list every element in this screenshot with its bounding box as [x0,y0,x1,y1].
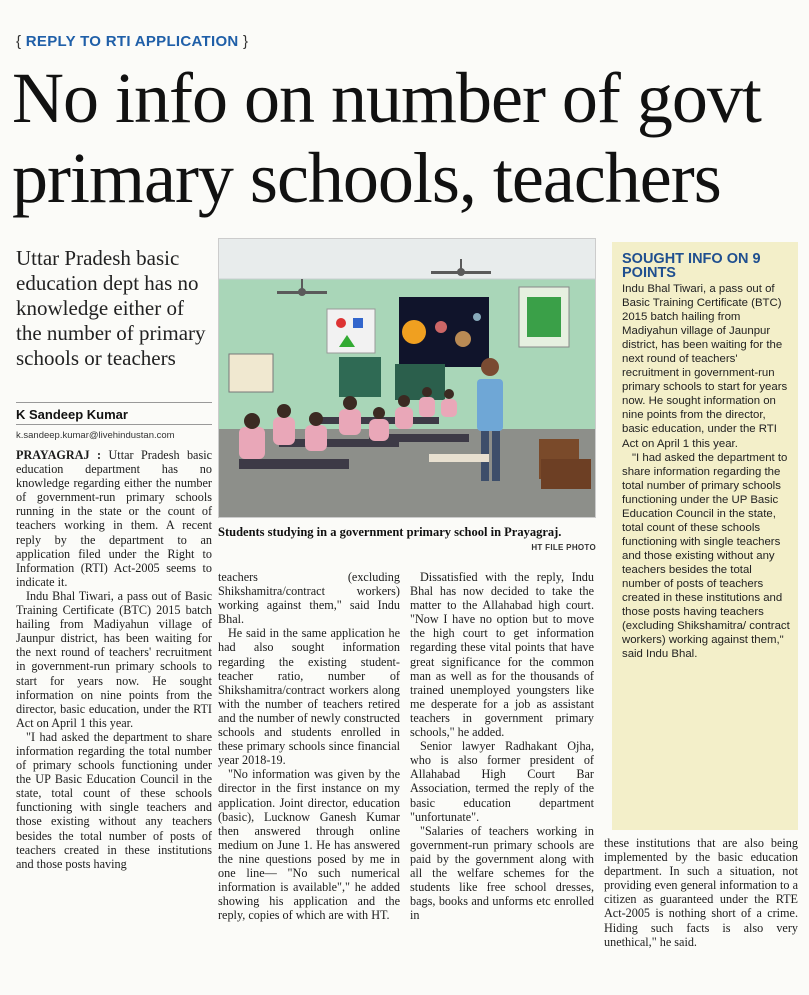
school-photo [218,238,596,518]
paragraph: PRAYAGRAJ : Uttar Pradesh basic education department has no knowledge regarding either the number of government-run primary schools running in the state or the count of teachers working in them. A recent reply by the department to an application filed under the Right to Information (RTI) Act-2005 seems to indicate it. [16,448,213,589]
headline: No info on number of govt primary schools, teachers [12,58,761,218]
paragraph: Dissatisfied with the reply, Indu Bhal has now decided to take the matter to the Allahabad high court. "Now I have no option but to move the high court to get information regarding these vital points that have great significance for the common man as well as for the thousands of trained unemployed youngsters like me desperate for a job as assistant teachers in government primary schools," he added. [410,570,594,740]
photo-caption: Students studying in a government primary school in Prayagraj. [218,525,562,539]
author-email[interactable]: k.sandeep.kumar@livehindustan.com [16,430,175,441]
paragraph: He said in the same application he had also sought information regarding the existing student-teacher ratio, number of Shikshamitra/contract workers along with the number of teachers retired and the number of newly constructed schools and students enrolled in these primary schools since financial year 2018-19. [218,626,400,768]
photo-credit: HT FILE PHOTO [531,543,596,552]
sidebar-paragraph: "I had asked the department to share information regarding the total number of primary schools functioning under the UP Basic Education Council in the state, total count of these schools functioning with single teachers and those existing without any teachers besides the total number of posts of teachers created in these institutions and those posts having teachers (excluding Shikshamitra/ contract workers) working against them," said Indu Bhal. [622,451,790,661]
sidebar-body [622,282,790,661]
paragraph: "No information was given by the director in the first instance on my application. Joint director, education (basic), Lucknow Ganesh Kumar then answered through online medium on June 1. He has answered the nine questions posed by me in one line— "No such numerical information is available"," he added showing his application and the reply, copies of which are with HT. [218,767,400,923]
sidebar-paragraph: Indu Bhal Tiwari, a pass out of Basic Training Certificate (BTC) 2015 batch hailing from Madiyahun village of Jaunpur district, has been waiting for the next round of teachers' recruitment in government-run primary schools to start for years now. He sought information on nine points from the director, basic education, under the RTI Act on April 1 this year. [622,283,788,450]
paragraph: these institutions that are also being implemented by the basic education department. In such a situation, not providing even general information to a citizen as guaranteed under the RTE Act-2005 is nothing short of a crime. Hiding such facts is also very unethical," he said. [604,836,798,949]
sidebar-title: SOUGHT INFO ON 9 POINTS [622,251,761,281]
article-column-2 [218,570,400,922]
paragraph: "I had asked the department to share information regarding the total number of primary schools functioning under the UP Basic Education Council in the state, total count of these schools functioning with single teachers and those existing without any teachers besides the total number of posts of teachers created in these institutions and those posts having [16,729,212,871]
article-column-1 [16,448,212,871]
paragraph: Indu Bhal Tiwari, a pass out of Basic Training Certificate (BTC) 2015 batch hailing from Madiyahun village of Jaunpur district, has been waiting for the next round of teachers' recruitment in government-run primary schools to start for years now. He sought information on nine points from the director, basic education, under the RTI Act on April 1 this year. [16,588,212,730]
paragraph: teachers (excluding Shikshamitra/contract workers) working against them," said Indu Bhal. [218,570,400,627]
byline: K Sandeep Kumar [16,407,128,422]
divider [16,402,212,403]
deck: Uttar Pradesh basic education dept has no knowledge either of the number of primary schools or teachers [16,246,206,370]
classroom-image [219,239,596,518]
paragraph: "Salaries of teachers working in government-run primary schools are paid by the government along with all the welfare schemes for the students like free school dresses, bags, books and unforms etc enrolled in [410,823,594,923]
article-column-4 [604,836,798,949]
section-kicker: { REPLY TO RTI APPLICATION } [16,33,249,50]
paragraph: Senior lawyer Radhakant Ojha, who is also former president of Allahabad High Court Bar Association, termed the reply of the basic education department "unfortunate". [410,739,594,824]
dateline: PRAYAGRAJ : [16,448,102,462]
divider [16,424,212,425]
article-column-3 [410,570,594,922]
sidebar-box [612,242,798,830]
kicker-label: REPLY TO RTI APPLICATION [25,33,239,50]
